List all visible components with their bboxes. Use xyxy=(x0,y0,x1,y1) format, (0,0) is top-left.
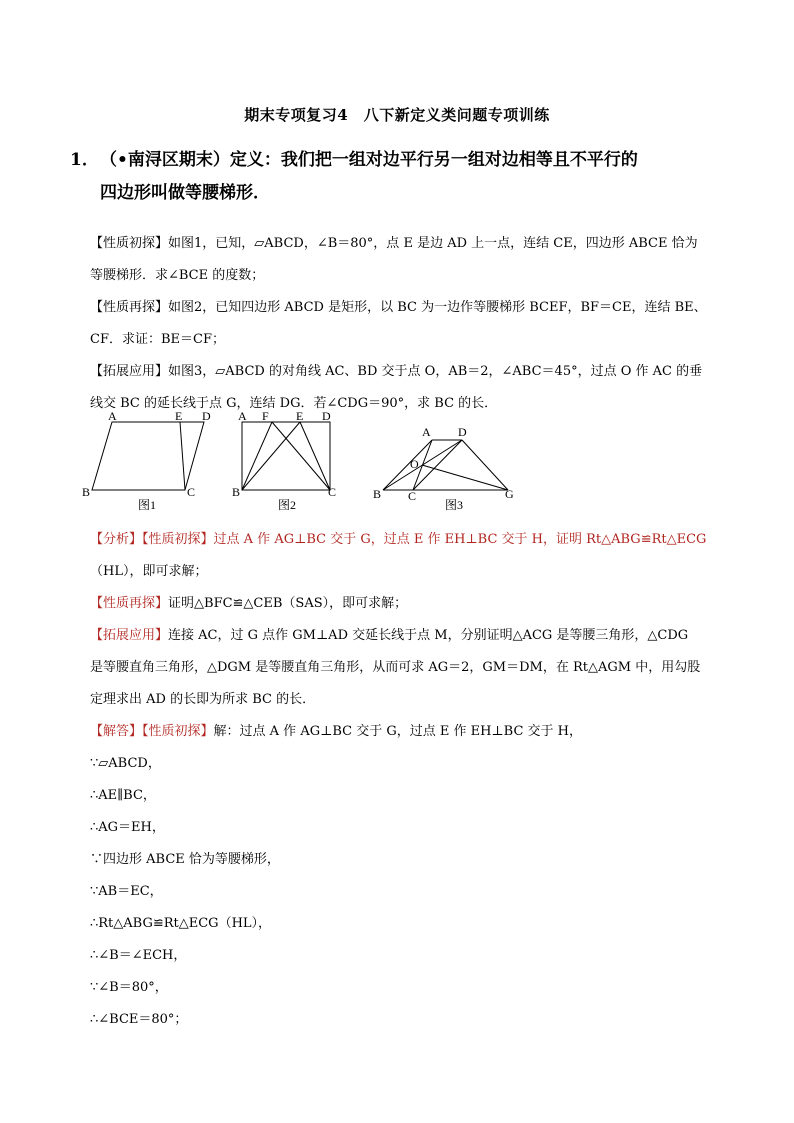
question-line: 【性质初探】如图1，已知，▱ABCD，∠B＝80°，点 E 是边 AD 上一点，连结 CE，四边形 ABCE 恰为 xyxy=(90,236,698,251)
fig1-label-b: B xyxy=(82,485,91,499)
fig2-label-d: D xyxy=(322,412,331,423)
fig3-label-a: A xyxy=(422,425,431,439)
fig3-side-ab xyxy=(383,440,432,490)
analysis-line: 【拓展应用】连接 AC，过 G 点作 GM⊥AD 交延长线于点 M，分别证明△ACG 是等腰三角形，△CDG xyxy=(90,628,689,643)
answer-line: ∵∠B＝80°， xyxy=(90,980,168,995)
fig3-side-dc xyxy=(413,440,462,490)
fig2-segment-ce xyxy=(300,422,330,490)
problem-heading xyxy=(70,144,730,210)
fig1-label-d: D xyxy=(202,412,211,423)
fig2-segment-bf xyxy=(242,422,272,490)
figure-3 xyxy=(383,440,508,490)
question-line: 【拓展应用】如图3，▱ABCD 的对角线 AC、BD 交于点 O，AB＝2，∠ABC＝45°，过点 O 作 AC 的垂 xyxy=(90,364,703,379)
definition-line-1: 定义：我们把一组对边平行另一组对边相等且不平行的 xyxy=(229,150,638,170)
question-line: CF．求证：BE＝CF； xyxy=(90,332,225,347)
fig1-caption: 图1 xyxy=(138,498,157,512)
answer-line: ∴AE∥BC， xyxy=(90,788,156,803)
answer-line: ∴AG＝EH， xyxy=(90,820,165,835)
fig2-label-a: A xyxy=(238,412,247,423)
answer-line: ∴∠BCE＝80°； xyxy=(90,1012,188,1027)
fig2-label-e: E xyxy=(296,412,304,423)
fig2-label-c: C xyxy=(328,485,337,499)
page-title: 期末专项复习4 八下新定义类问题专项训练 xyxy=(244,106,550,124)
fig3-caption: 图3 xyxy=(445,498,464,512)
analysis-line: （HL），即可求解； xyxy=(90,564,208,579)
answer-line: ∴∠B＝∠ECH， xyxy=(90,948,187,963)
fig1-label-c: C xyxy=(187,485,196,499)
fig3-label-c: C xyxy=(408,489,417,503)
figure-2 xyxy=(242,422,330,490)
fig2-label-b: B xyxy=(232,485,241,499)
fig3-label-d: D xyxy=(458,425,467,439)
analysis-line: 是等腰直角三角形，△DGM 是等腰直角三角形，从而可求 AG＝2，GM＝DM，在 Rt△AGM 中，用勾股 xyxy=(90,660,701,675)
fig1-label-e: E xyxy=(175,412,183,423)
question-line: 线交 BC 的延长线于点 G，连结 DG．若∠CDG＝90°，求 BC 的长． xyxy=(90,396,498,411)
answer-line: ∵AB＝EC， xyxy=(90,884,163,899)
fig1-parallelogram xyxy=(92,422,204,490)
answer-line: ∵▱ABCD， xyxy=(90,756,161,771)
fig2-caption: 图2 xyxy=(278,498,297,512)
answer-line: 【解答】【性质初探】解：过点 A 作 AG⊥BC 交于 G，过点 E 作 EH⊥BC 交于 H， xyxy=(90,724,582,739)
fig2-segment-be xyxy=(242,422,300,490)
fig3-label-b: B xyxy=(373,487,382,501)
fig2-segment-cf xyxy=(272,422,330,490)
fig1-segment-ce xyxy=(180,422,185,490)
analysis-line: 【分析】【性质初探】过点 A 作 AG⊥BC 交于 G，过点 E 作 EH⊥BC 交于 H，证明 Rt△ABG≌Rt△ECG xyxy=(90,532,707,547)
fig3-label-o: O xyxy=(410,457,419,471)
fig3-label-g: G xyxy=(505,487,514,501)
figure-2-labels xyxy=(232,412,336,512)
fig2-label-f: F xyxy=(262,412,269,423)
figure-3-labels xyxy=(373,425,514,512)
fig1-label-a: A xyxy=(108,412,117,423)
figure-1 xyxy=(92,422,204,490)
figure-1-labels xyxy=(82,412,211,512)
figures-row xyxy=(80,412,540,516)
fig2-rectangle xyxy=(242,422,330,490)
question-line: 等腰梯形．求∠BCE 的度数； xyxy=(90,268,265,283)
definition-line-2: 四边形叫做等腰梯形． xyxy=(100,183,270,203)
answer-line: ∴Rt△ABG≌Rt△ECG（HL）， xyxy=(90,916,272,931)
answer-line: ∵四边形 ABCE 恰为等腰梯形， xyxy=(90,852,280,867)
problem-source: （•南浔区期末） xyxy=(100,150,230,170)
figures-svg xyxy=(80,412,540,516)
problem-number: 1． xyxy=(70,150,99,170)
analysis-line: 定理求出 AD 的长即为所求 BC 的长． xyxy=(90,692,316,707)
fig3-segment-og xyxy=(422,465,508,490)
question-line: 【性质再探】如图2，已知四边形 ABCD 是矩形，以 BC 为一边作等腰梯形 BCEF，BF＝CE，连结 BE、 xyxy=(90,300,707,315)
analysis-line: 【性质再探】证明△BFC≌△CEB（SAS），即可求解； xyxy=(90,596,408,611)
fig3-side-dg xyxy=(462,440,508,490)
